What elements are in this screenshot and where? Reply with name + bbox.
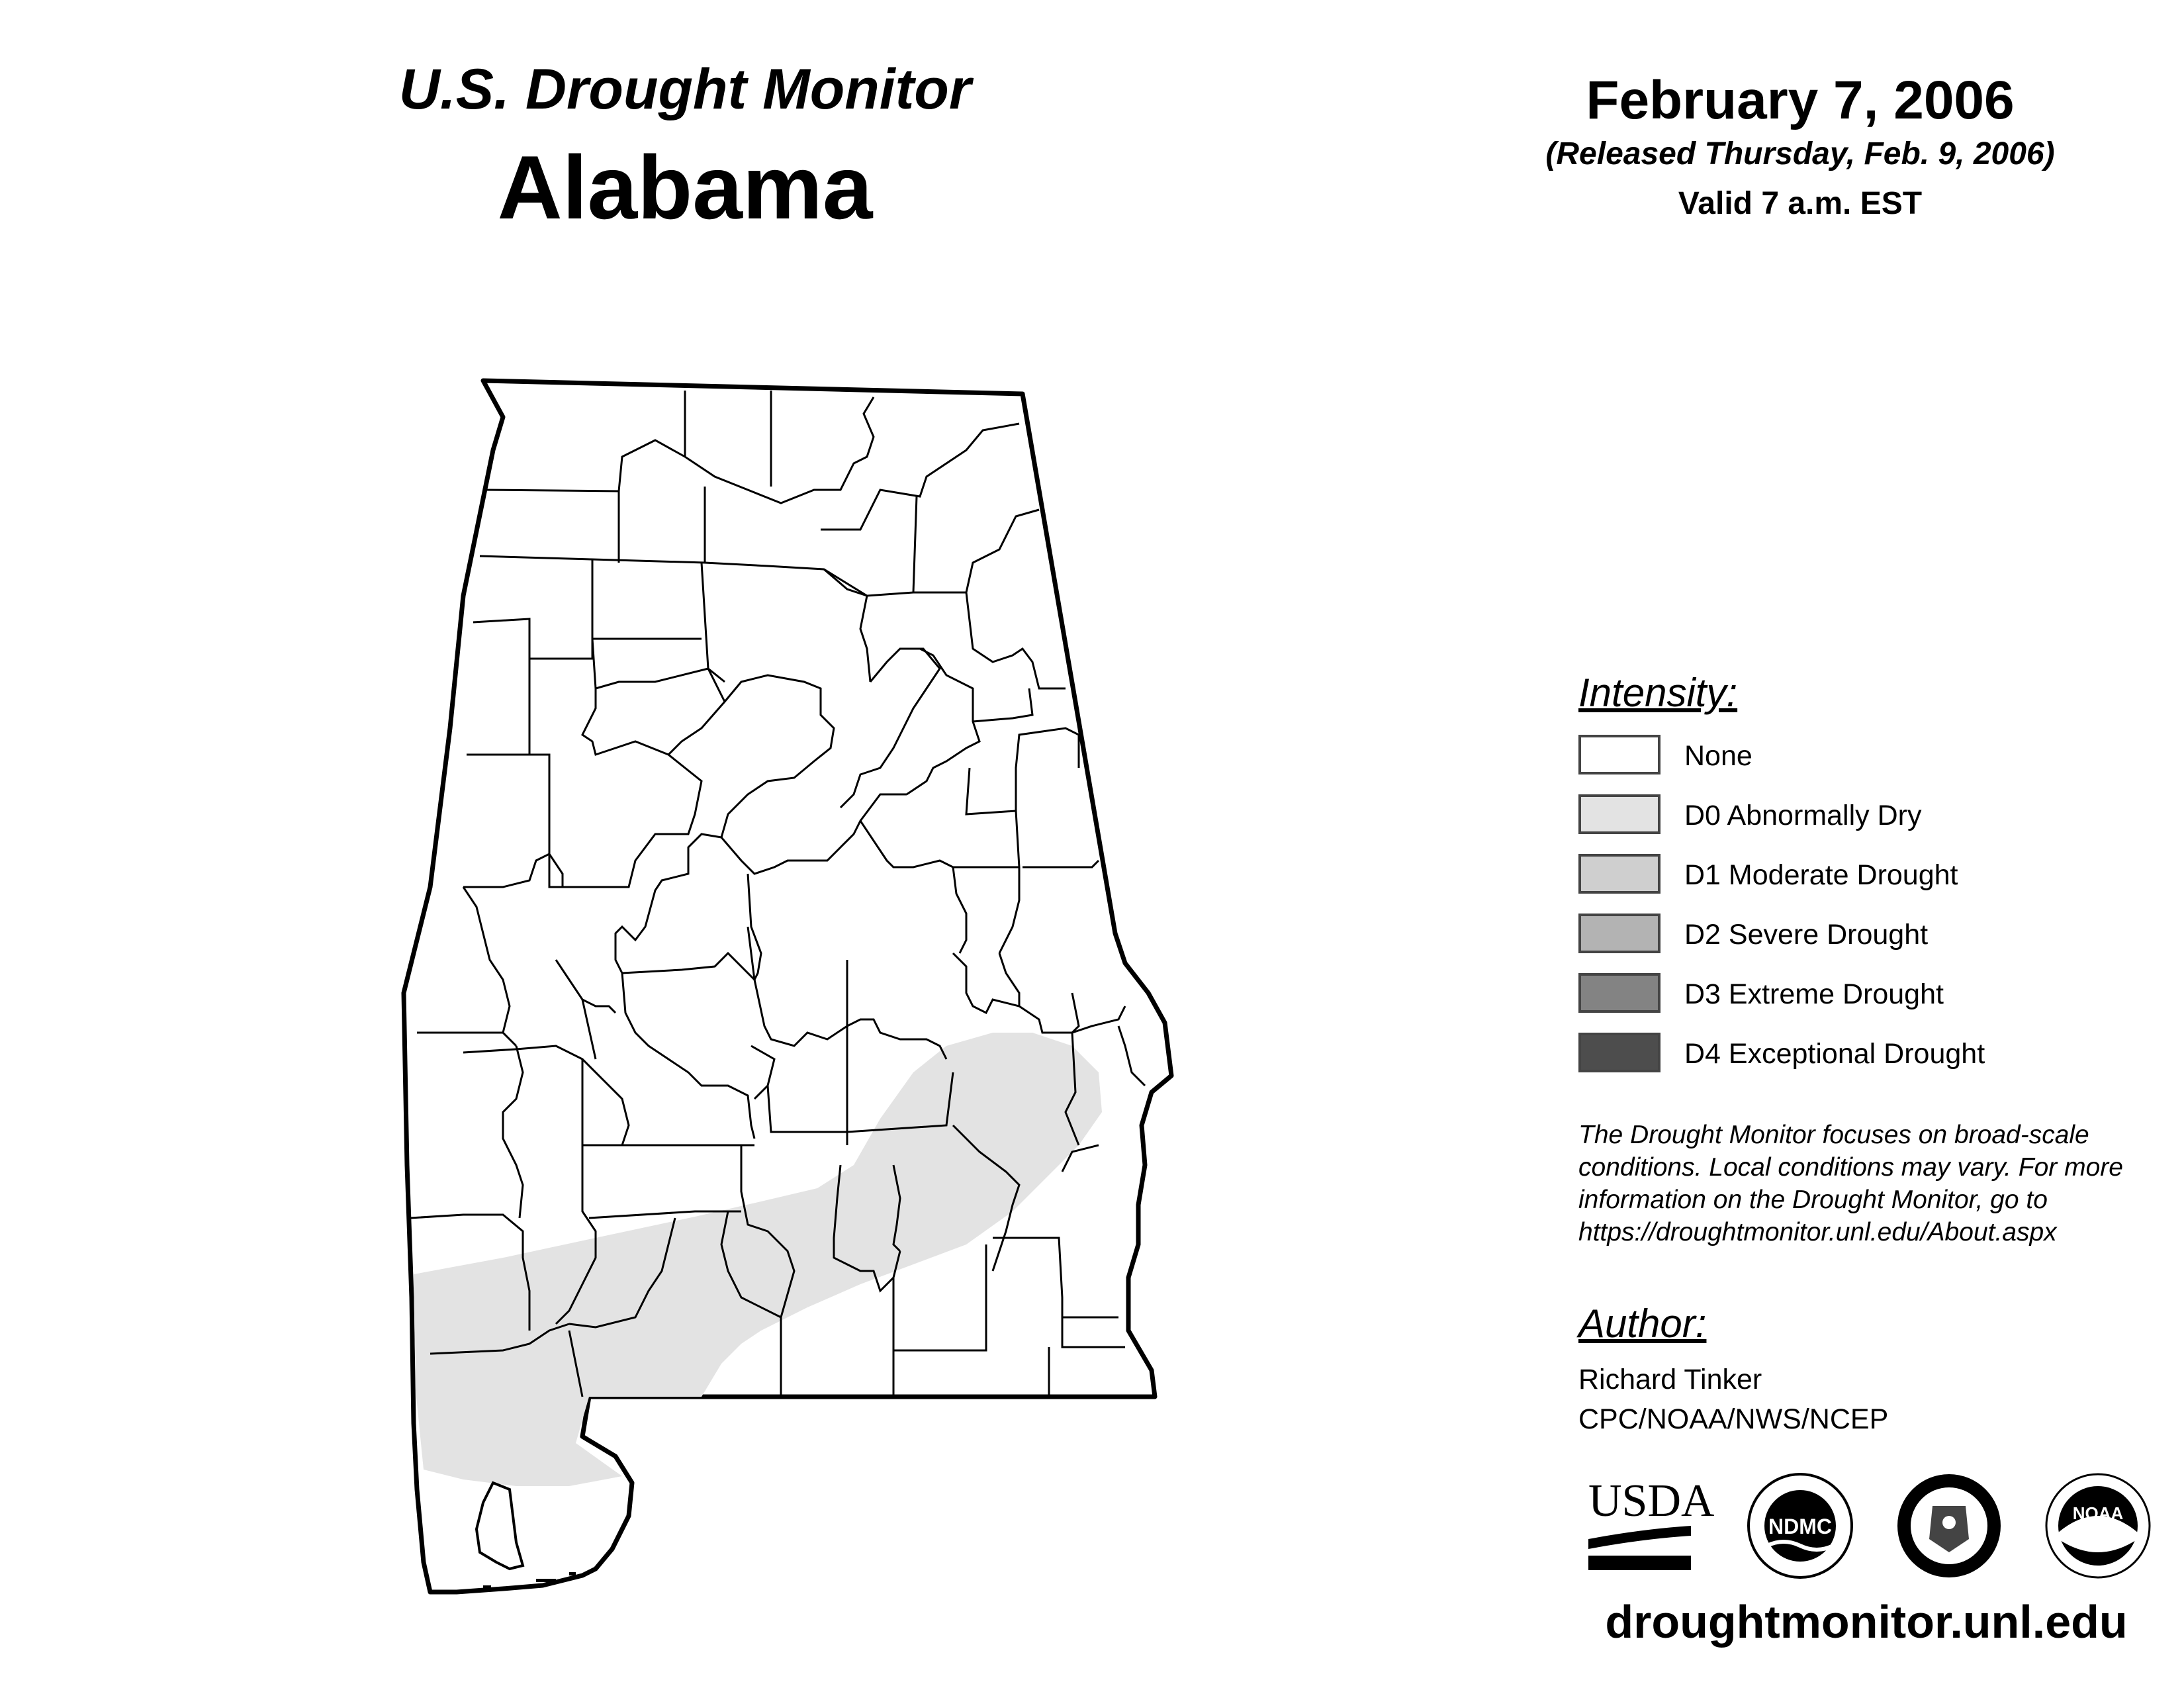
- legend-label-d3: D3 Extreme Drought: [1684, 978, 1944, 1010]
- legend-item-none: [1578, 735, 2121, 777]
- map-subtitle: U.S. Drought Monitor: [398, 58, 972, 121]
- author-name: Richard Tinker: [1578, 1364, 1762, 1395]
- website-url[interactable]: droughtmonitor.unl.edu: [1605, 1596, 2128, 1648]
- legend-swatch-d4: [1578, 1033, 1661, 1072]
- usda-logo-text: USDA: [1588, 1476, 1715, 1526]
- release-date: (Released Thursday, Feb. 9, 2006): [1545, 136, 2055, 171]
- legend-swatch-none: [1578, 735, 1661, 774]
- legend-label-d4: D4 Exceptional Drought: [1684, 1038, 1985, 1070]
- legend-swatch-d0: [1578, 794, 1661, 834]
- disclaimer-note: The Drought Monitor focuses on broad-scale conditions. Local conditions may vary. For more information on the Drought Monitor, go to https://droughtmonitor.unl.edu/About.aspx: [1578, 1121, 2123, 1246]
- legend-item-d2: [1578, 914, 2121, 956]
- legend-label-none: None: [1684, 740, 1752, 772]
- legend-item-d4: [1578, 1033, 2121, 1075]
- legend-label-d1: D1 Moderate Drought: [1684, 859, 1958, 891]
- agency-logos: [1588, 1470, 2158, 1582]
- noaa-logo-text: NOAA: [2072, 1503, 2124, 1523]
- commerce-logo: [1897, 1474, 2001, 1577]
- valid-time: Valid 7 a.m. EST: [1678, 186, 1923, 221]
- noaa-logo: [2046, 1474, 2150, 1577]
- legend-item-d3: [1578, 973, 2121, 1015]
- legend-item-d1: [1578, 854, 2121, 896]
- alabama-map: [384, 371, 1191, 1602]
- legend-swatch-d1: [1578, 854, 1661, 894]
- ndmc-logo-text: NDMC: [1768, 1515, 1832, 1538]
- author-org: CPC/NOAA/NWS/NCEP: [1578, 1403, 1889, 1435]
- author-heading: Author:: [1578, 1301, 1707, 1346]
- ndmc-logo: [1749, 1474, 1852, 1577]
- legend-label-d0: D0 Abnormally Dry: [1684, 800, 1922, 831]
- legend-item-d0: [1578, 794, 2121, 837]
- usda-logo: [1588, 1476, 1715, 1570]
- map-date: February 7, 2006: [1586, 70, 2015, 130]
- map-title: Alabama: [497, 137, 873, 238]
- legend-swatch-d2: [1578, 914, 1661, 953]
- legend-swatch-d3: [1578, 973, 1661, 1013]
- legend-heading: Intensity:: [1578, 671, 1738, 715]
- legend-label-d2: D2 Severe Drought: [1684, 919, 1929, 951]
